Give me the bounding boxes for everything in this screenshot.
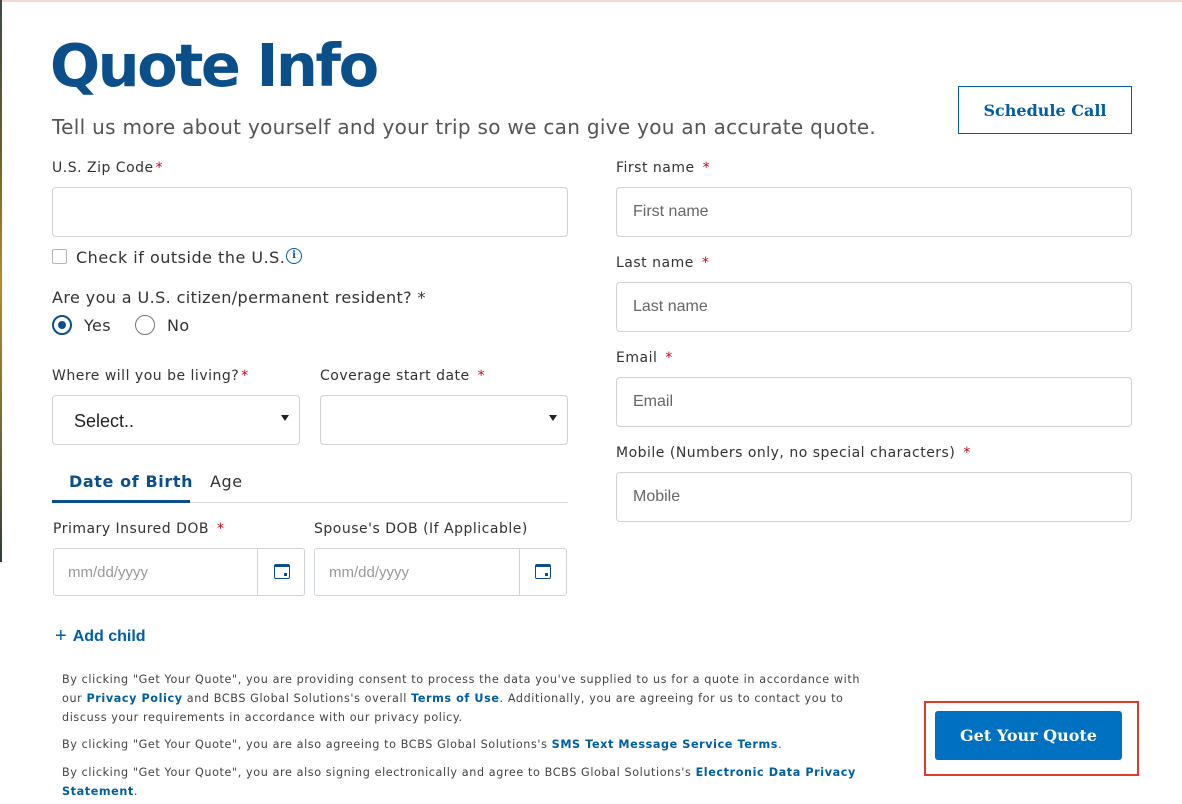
citizen-no-label: No xyxy=(167,316,190,335)
zip-code-input[interactable] xyxy=(52,187,568,237)
calendar-icon[interactable] xyxy=(274,564,290,579)
background-image-edge xyxy=(0,0,2,562)
info-icon[interactable]: i xyxy=(286,248,302,264)
citizen-yes-label: Yes xyxy=(84,316,112,335)
privacy-policy-link[interactable]: Privacy Policy xyxy=(86,692,183,705)
outside-us-label: Check if outside the U.S. xyxy=(76,248,286,267)
consent-paragraph-1: By clicking "Get Your Quote", you are providing consent to process the data you've supplied to us for a quote in accordance with our Privacy Policy and BCBS Global Solutions's overall Terms of Use. Additionally, you are agreeing for us to contact you to discuss your requirements in accordance with our privacy policy. xyxy=(62,673,861,724)
page-subtitle: Tell us more about yourself and your trip so we can give you an accurate quote. xyxy=(52,115,877,139)
caret-down-icon xyxy=(549,415,557,421)
electronic-privacy-link[interactable]: Electronic Data Privacy Statement xyxy=(62,766,856,798)
field-divider xyxy=(257,549,258,595)
citizen-yes-radio[interactable] xyxy=(52,315,72,335)
last-name-input[interactable] xyxy=(616,282,1132,332)
spouse-dob-field xyxy=(314,548,567,596)
tab-age[interactable]: Age xyxy=(210,472,243,491)
calendar-icon[interactable] xyxy=(535,564,551,579)
first-name-input[interactable] xyxy=(616,187,1132,237)
email-input[interactable] xyxy=(616,377,1132,427)
tab-date-of-birth[interactable]: Date of Birth xyxy=(69,472,194,491)
field-divider xyxy=(519,549,520,595)
last-name-label: Last name * xyxy=(616,255,710,271)
spouse-dob-input[interactable] xyxy=(315,549,519,595)
caret-down-icon xyxy=(281,415,289,421)
citizen-question: Are you a U.S. citizen/permanent resident? * xyxy=(52,288,426,307)
primary-dob-label: Primary Insured DOB * xyxy=(53,521,225,537)
get-your-quote-button[interactable]: Get Your Quote xyxy=(935,711,1122,760)
zip-code-label: U.S. Zip Code * xyxy=(52,160,164,176)
active-tab-indicator xyxy=(52,500,190,503)
outside-us-checkbox[interactable] xyxy=(52,249,67,264)
consent-paragraph-3: By clicking "Get Your Quote", you are also signing electronically and agree to BCBS Global Solutions's Electronic Data Privacy Statement. xyxy=(62,766,856,798)
mobile-label: Mobile (Numbers only, no special characters) * xyxy=(616,445,971,461)
page-title: Quote Info xyxy=(50,31,377,100)
spouse-dob-label: Spouse's DOB (If Applicable) xyxy=(314,521,528,537)
first-name-label: First name * xyxy=(616,160,711,176)
living-label: Where will you be living? * xyxy=(52,368,249,384)
citizen-no-radio[interactable] xyxy=(135,315,155,335)
top-border xyxy=(0,0,1182,2)
coverage-label: Coverage start date * xyxy=(320,368,486,384)
plus-icon: + xyxy=(55,625,67,647)
add-child-button[interactable]: + Add child xyxy=(55,625,146,647)
primary-dob-input[interactable] xyxy=(54,549,257,595)
terms-of-use-link[interactable]: Terms of Use xyxy=(411,692,500,705)
living-select-value: Select.. xyxy=(74,411,135,431)
primary-dob-field xyxy=(53,548,305,596)
email-label: Email * xyxy=(616,350,673,366)
schedule-call-button[interactable]: Schedule Call xyxy=(958,86,1132,134)
living-select[interactable] xyxy=(52,395,300,445)
mobile-input[interactable] xyxy=(616,472,1132,522)
coverage-select[interactable] xyxy=(320,395,568,445)
sms-terms-link[interactable]: SMS Text Message Service Terms xyxy=(551,738,779,751)
consent-paragraph-2: By clicking "Get Your Quote", you are also agreeing to BCBS Global Solutions's SMS Text Message Service Terms. xyxy=(62,738,783,751)
